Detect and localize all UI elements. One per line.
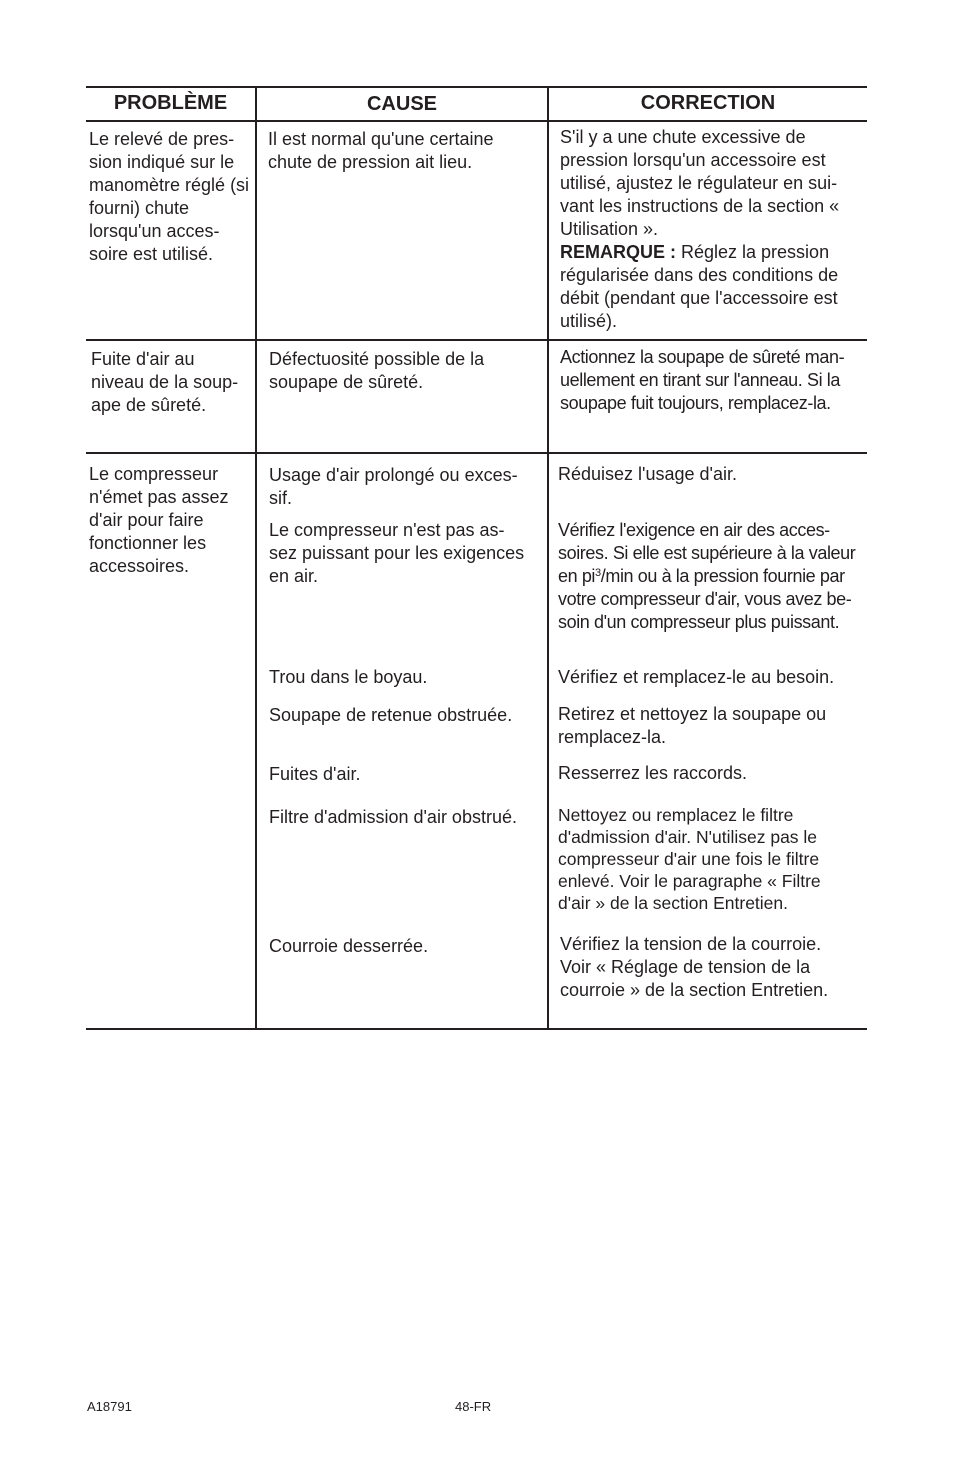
row3-correction-4: Retirez et nettoyez la soupape ou remplacez-la.	[558, 704, 827, 747]
row3-correction-2	[558, 519, 865, 634]
row1-correction	[560, 126, 865, 333]
row2-bottom-rule	[86, 452, 867, 454]
row3-cause-6: Filtre d'admission d'air obstrué.	[269, 807, 517, 827]
row1-problem: Le relevé de pres- sion indiqué sur le manomètre réglé (si fourni) chute lorsqu'un acces- soire est utilisé.	[89, 129, 250, 264]
table-bottom-rule	[86, 1028, 867, 1030]
row2-cause: Défectuosité possible de la soupape de sûreté.	[269, 349, 485, 392]
header-bottom-rule	[86, 120, 867, 122]
column-divider-1	[255, 86, 257, 1030]
header-cause: CAUSE	[366, 93, 437, 115]
row1-note-label: REMARQUE :	[560, 242, 676, 262]
row3-cause-5: Fuites d'air.	[269, 764, 361, 784]
row3-correction-3: Vérifiez et remplacez-le au besoin.	[558, 667, 835, 687]
page-number: 48-FR	[455, 1399, 492, 1414]
row1-bottom-rule	[86, 339, 867, 341]
header-problem: PROBLÈME	[113, 92, 228, 114]
row3-cause-4: Soupape de retenue obstruée.	[269, 705, 513, 725]
row2-problem: Fuite d'air au niveau de la soup- ape de sûreté.	[91, 349, 239, 415]
row3-correction-2a: Vérifiez l'exigence en air des acces- soires. Si elle est supérieure à la valeur en pi	[558, 520, 856, 586]
row3-correction-5: Resserrez les raccords.	[558, 763, 748, 783]
row3-correction-7: Vérifiez la tension de la courroie. Voir « Réglage de tension de la courroie » de la section Entretien.	[560, 934, 829, 1000]
row3-cause-1: Usage d'air prolongé ou exces- sif.	[269, 465, 518, 508]
row1-note-text: Réglez la pression régularisée dans des conditions de débit (pendant que l'accessoire est utilisé).	[560, 242, 839, 331]
header-correction: CORRECTION	[640, 92, 776, 114]
row2-correction: Actionnez la soupape de sûreté man- uellement en tirant sur l'anneau. Si la soupape fuit toujours, remplacez-la.	[560, 347, 845, 413]
table-top-rule	[86, 86, 867, 88]
row3-problem: Le compresseur n'émet pas assez d'air pour faire fonctionner les accessoires.	[89, 464, 229, 576]
row3-cause-2: Le compresseur n'est pas as- sez puissant pour les exigences en air.	[269, 520, 525, 586]
row1-cause: Il est normal qu'une certaine chute de pression ait lieu.	[268, 129, 494, 172]
row3-correction-6: Nettoyez ou remplacez le filtre d'admission d'air. N'utilisez pas le compresseur d'air une fois le filtre enlevé. Voir le paragraphe « Filtre d'air » de la section Entretien.	[558, 805, 821, 913]
row3-correction-1: Réduisez l'usage d'air.	[558, 464, 737, 484]
row3-cause-7: Courroie desserrée.	[269, 936, 429, 956]
row3-cause-3: Trou dans le boyau.	[269, 667, 428, 687]
row3-correction-2b: /min ou à la pression fournie par votre compresseur d'air, vous avez be- soin d'un compresseur plus puissant.	[558, 566, 852, 632]
column-divider-2	[547, 86, 549, 1030]
doc-code: A18791	[87, 1399, 132, 1414]
row1-correction-text: S'il y a une chute excessive de pression lorsqu'un accessoire est utilisé, ajustez le régulateur en sui- vant les instructions de la section « Utilisation ».	[560, 127, 840, 239]
row3-correction-2-sup: 3	[595, 567, 601, 579]
